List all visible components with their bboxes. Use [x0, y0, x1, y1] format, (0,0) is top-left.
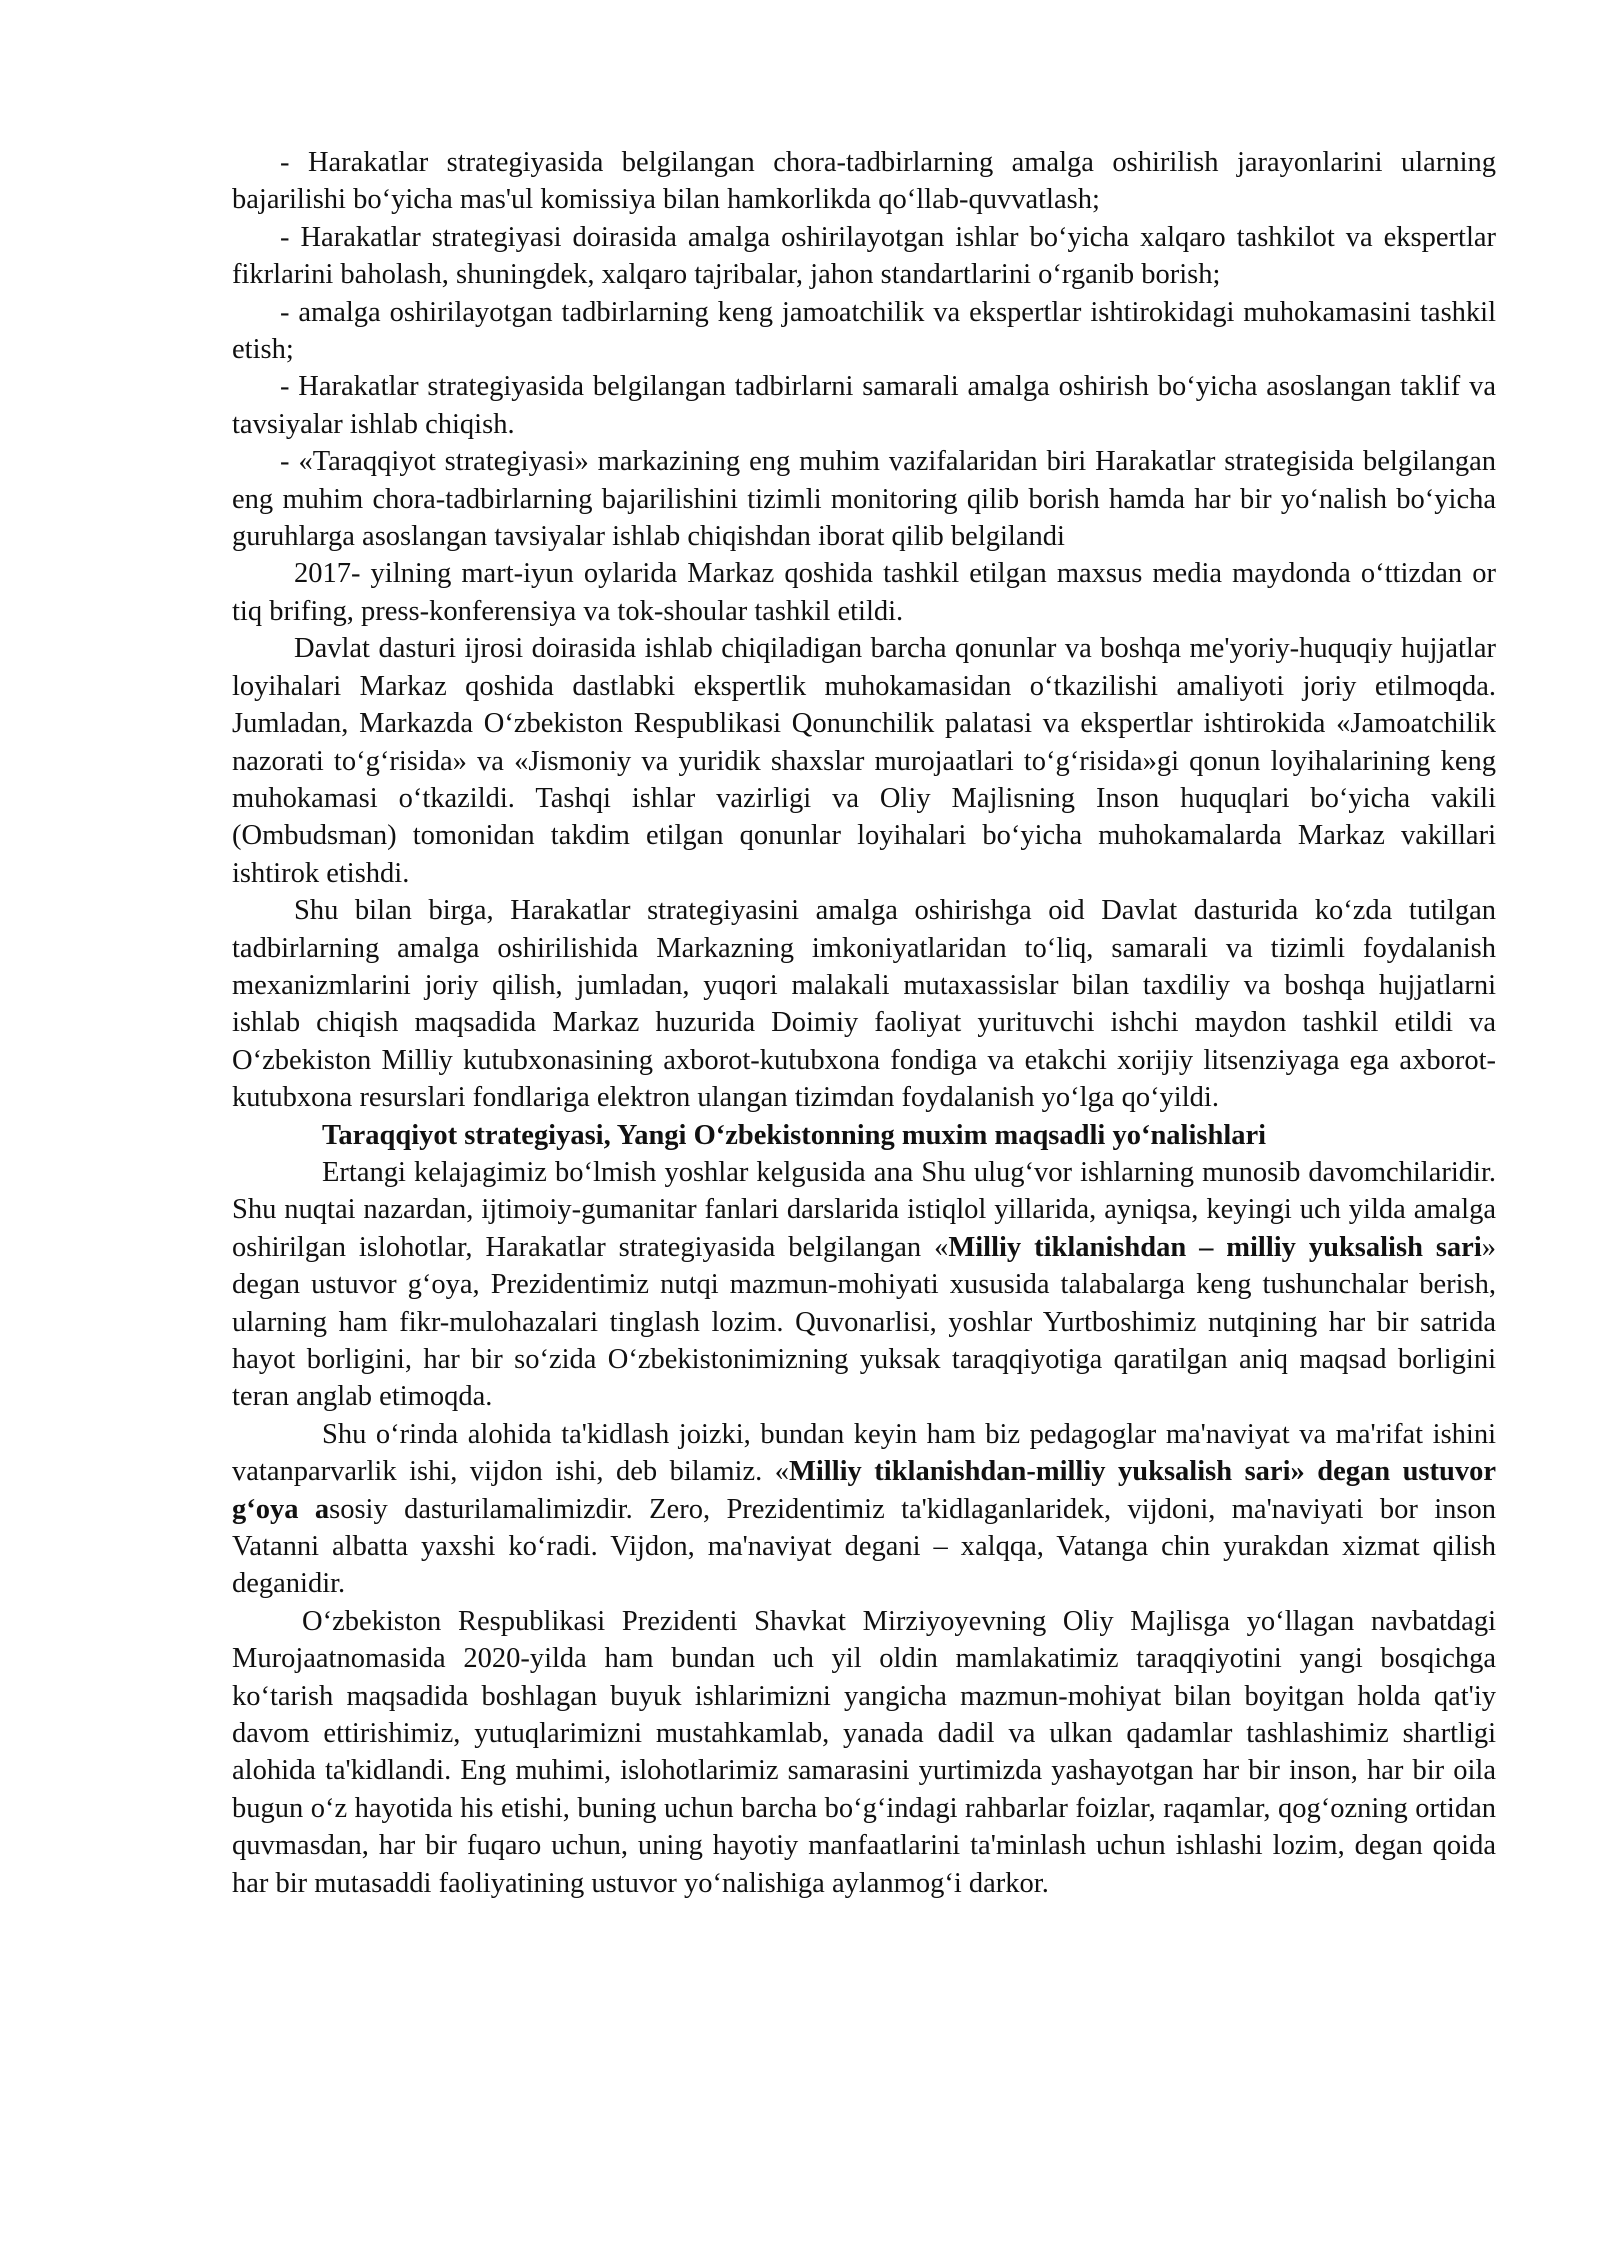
paragraph-pedagogues-bold: Milliy tiklanishdan-milliy yuksalish sari» degan ustuvor g‘oya a — [232, 1456, 1496, 1525]
list-item-discussion: - amalga oshirilayotgan tadbirlarning keng jamoatchilik va ekspertlar ishtirokidagi muhokamasini tashkil etish; — [232, 296, 1496, 366]
paragraph-working-group: Shu bilan birga, Harakatlar strategiyasini amalga oshirishga oid Davlat dasturida ko‘zda tutilgan tadbirlarning amalga oshirilishida Markazning imkoniyatlaridan to‘liq, samarali va tizimli foydalanish mexanizmlarini joriy qilish, jumladan, yuqori malakali mutaxassislar bilan taxdiliy va boshqa hujjatlarni ishlab chiqish maqsadida Markaz huzurida Doimiy faoliyat yurituvchi ishchi maydon tashkil etildi va O‘zbekiston Milliy kutubxonasining axborot-kutubxona fondiga va etakchi xorijiy litsenziyaga ega axborot-kutubxona resurslari fondlariga elektron ulangan tizimdan foydalanish yo‘lga qo‘yildi. — [232, 895, 1496, 1114]
paragraph-pedagogues-text-c: sosiy dasturilamalimizdir. Zero, Prezidentimiz ta'kidlaganlaridek, vijdoni, ma'naviyati bor inson Vatanni albatta yaxshi ko‘radi. Vijdon, ma'naviyat degani – xalqqa, Vatanga chin yurakdan xizmat qilish deganidir. — [232, 1493, 1496, 1600]
list-item-assessment: - Harakatlar strategiyasi doirasida amalga oshirilayotgan ishlar bo‘yicha xalqaro tashkilot va ekspertlar fikrlarini baholash, shuningdek, xalqaro tajribalar, jahon standartlarini o‘rganib borish; — [232, 221, 1496, 291]
paragraph-state-program: Davlat dasturi ijrosi doirasida ishlab chiqiladigan barcha qonunlar va boshqa me'yoriy-huquqiy hujjatlar loyihalari Markaz qoshida dastlabki ekspertlik muhokamasidan o‘tkazilishi amaliyoti joriy etilmoqda. Jumladan, Markazda O‘zbekiston Respublikasi Qonunchilik palatasi va ekspertlar ishtirokida «Jamoatchilik nazorati to‘g‘risida» va «Jismoniy va yuridik shaxslar murojaatlari to‘g‘risida»gi qonun loyihalarining keng muhokamasi o‘tkazildi. Tashqi ishlar vazirligi va Oliy Majlisning Inson huquqlari bo‘yicha vakili (Ombudsman) tomonidan takdim etilgan qonunlar loyihalari bo‘yicha muhokamalarda Markaz vakillari ishtirok etishdi. — [232, 633, 1496, 889]
list-item-center-tasks: - «Taraqqiyot strategiyasi» markazining eng muhim vazifalaridan biri Harakatlar strategisida belgilangan eng muhim chora-tadbirlarning bajarilishini tizimli monitoring qilib borish hamda har bir yo‘nalish bo‘yicha guruhlarga asoslangan tavsiyalar ishlab chiqishdan iborat qilib belgilandi — [232, 446, 1496, 553]
document-page — [232, 144, 1496, 1902]
paragraph-youth — [232, 1154, 1496, 1416]
section-heading: Taraqqiyot strategiyasi, Yangi O‘zbekistonning muxim maqsadli yo‘nalishlari — [322, 1119, 1267, 1151]
paragraph-youth-text-a: Ertangi kelajagimiz bo‘lmish yoshlar kelgusida ana Shu ulug‘vor ishlarning munosib davomchilaridir. Shu nuqtai nazardan, ijtimoiy-gumanitar fanlari darslarida istiqlol yillarida, ayniqsa, keyingi uch yilda amalga oshirilgan islohotlar, Harakatlar strategiyasida belgilangan « — [232, 1156, 1496, 1263]
paragraph-youth-bold: Milliy tiklanishdan – milliy yuksalish sari — [948, 1231, 1482, 1263]
paragraph-address: O‘zbekiston Respublikasi Prezidenti Shavkat Mirziyoyevning Oliy Majlisga yo‘llagan navbatdagi Murojaatnomasida 2020-yilda ham bundan uch yil oldin mamlakatimiz taraqqiyotini yangi bosqichga ko‘tarish maqsadida boshlagan buyuk ishlarimizni yangicha mazmun-mohiyat bilan boyitgan holda qat'iy davom ettirishimiz, yutuqlarimizni mustahkamlab, yanada dadil va ulkan qadamlar tashlashimiz shartligi alohida ta'kidlandi. Eng muhimi, islohotlarimiz samarasini yurtimizda yashayotgan har bir inson, har bir oila bugun o‘z hayotida his etishi, buning uchun barcha bo‘g‘indagi rahbarlar foizlar, raqamlar, qog‘ozning ortidan quvmasdan, har bir fuqaro uchun, uning hayotiy manfaatlarini ta'minlash uchun ishlashi lozim, degan qoida har bir mutasaddi faoliyatining ustuvor yo‘nalishiga aylanmog‘i darkor. — [232, 1605, 1496, 1899]
paragraph-pedagogues — [232, 1416, 1496, 1603]
list-item-support: - Harakatlar strategiyasida belgilangan chora-tadbirlarning amalga oshirilish jarayonlarini ularning bajarilishi bo‘yicha mas'ul komissiya bilan hamkorlikda qo‘llab-quvvatlash; — [232, 147, 1496, 216]
paragraph-pedagogues-text-a: Shu o‘rinda alohida ta'kidlash joizki, bundan keyin ham biz pedagoglar ma'naviyat va ma'rifat ishini vatanparvarlik ishi, vijdon ishi, deb bilamiz. « — [232, 1418, 1496, 1488]
paragraph-media: 2017- yilning mart-iyun oylarida Markaz qoshida tashkil etilgan maxsus media maydonda o‘ttizdan or tiq brifing, press-konferensiya va tok-shoular tashkil etildi. — [232, 558, 1496, 627]
paragraph-youth-text-c: » degan ustuvor g‘oya, Prezidentimiz nutqi mazmun-mohiyati xususida talabalarga keng tushunchalar berish, ularning ham fikr-mulohazalari tinglash lozim. Quvonarlisi, yoshlar Yurtboshimiz nutqining har bir satrida hayot borligini, har bir so‘zida O‘zbekistonimizning yuksak taraqqiyotiga qaratilgan aniq maqsad borligini teran anglab etimoqda. — [232, 1231, 1496, 1413]
list-item-proposals: - Harakatlar strategiyasida belgilangan tadbirlarni samarali amalga oshirish bo‘yicha asoslangan taklif va tavsiyalar ishlab chiqish. — [232, 371, 1496, 440]
